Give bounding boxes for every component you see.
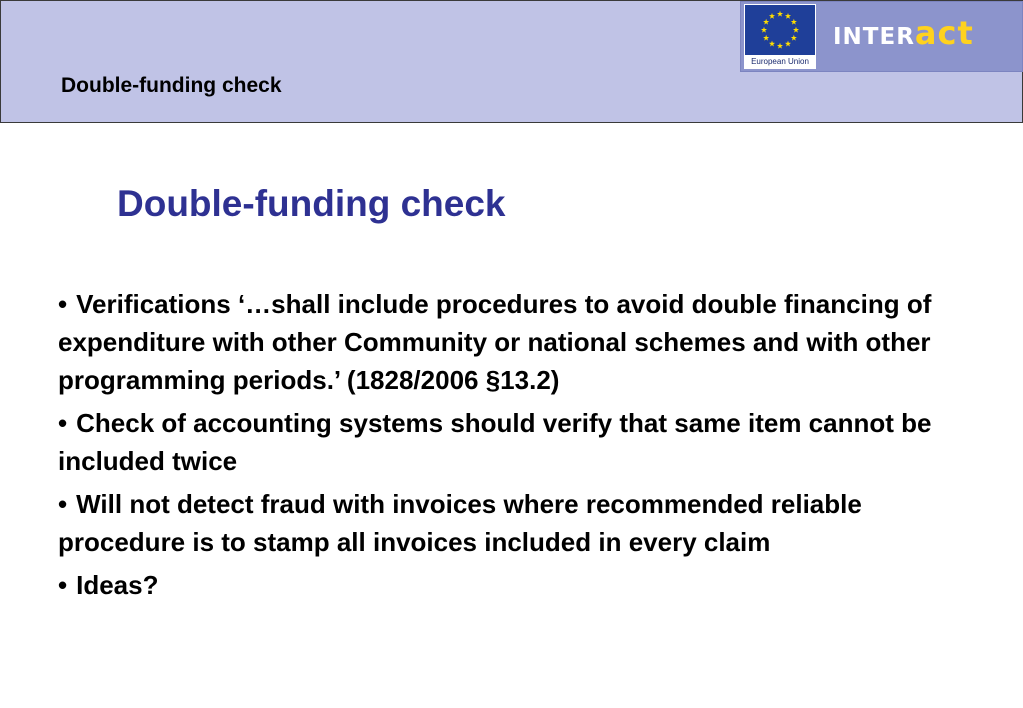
bullet-mark: • — [58, 408, 68, 438]
eu-star-icon — [785, 41, 791, 47]
eu-flag-icon — [745, 5, 815, 55]
slide-title: Double-funding check — [117, 183, 506, 224]
bullet-text: Will not detect fraud with invoices where recommended reliable procedure is to stamp all invoices included in every claim — [58, 489, 862, 557]
bullet-list — [58, 285, 973, 609]
bullet-item — [58, 566, 973, 604]
bullet-text: Check of accounting systems should verify that same item cannot be included twice — [58, 408, 932, 476]
interact-logo — [740, 1, 1023, 72]
bullet-item — [58, 485, 973, 561]
bullet-text: Ideas? — [76, 570, 159, 600]
bullet-item — [58, 404, 973, 480]
brand-act: act — [914, 14, 974, 52]
eu-star-icon — [793, 27, 799, 33]
bullet-mark: • — [58, 570, 68, 600]
bullet-text: Verifications ‘…shall include procedures to avoid double financing of expenditure with other Community or national schemes and with other programming periods.’ (1828/2006 §13.2) — [58, 289, 932, 395]
header-title: Double-funding check — [61, 74, 282, 97]
eu-star-icon — [769, 41, 775, 47]
eu-star-icon — [791, 19, 797, 25]
eu-emblem — [744, 4, 816, 69]
eu-star-icon — [763, 35, 769, 41]
eu-star-icon — [777, 11, 783, 17]
eu-star-icon — [769, 13, 775, 19]
eu-caption: European Union — [751, 57, 809, 66]
interact-wordmark — [833, 14, 974, 52]
bullet-item — [58, 285, 973, 399]
eu-star-icon — [785, 13, 791, 19]
eu-star-icon — [791, 35, 797, 41]
bullet-mark: • — [58, 289, 68, 319]
eu-star-icon — [761, 27, 767, 33]
bullet-mark: • — [58, 489, 68, 519]
eu-star-icon — [763, 19, 769, 25]
eu-star-icon — [777, 43, 783, 49]
brand-inter: INTER — [833, 24, 915, 50]
